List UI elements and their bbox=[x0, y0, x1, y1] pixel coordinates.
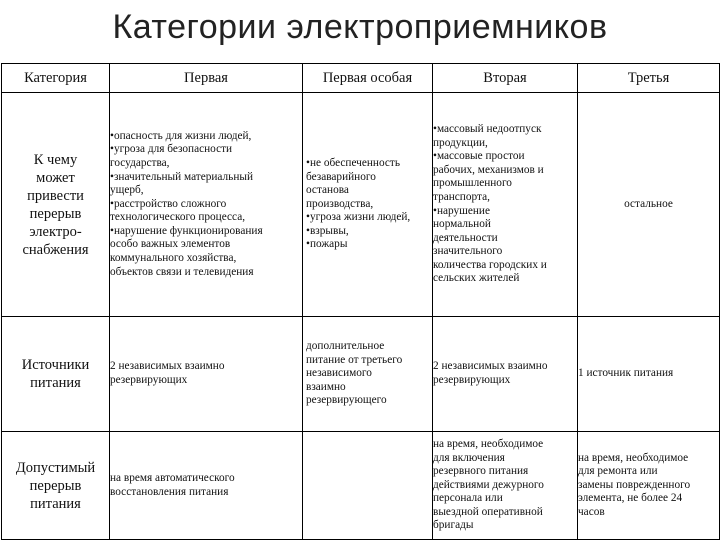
header-third: Третья bbox=[578, 64, 720, 93]
cell-line: выездной оперативной bbox=[433, 505, 543, 518]
cell-line: восстановления питания bbox=[110, 485, 229, 498]
cell-first-interruption bbox=[110, 432, 303, 540]
cell-line: •опасность для жизни людей, bbox=[110, 129, 252, 142]
cell-line: действиями дежурного bbox=[433, 478, 544, 491]
cell-first-consequences bbox=[110, 93, 303, 317]
cell-line: взаимно bbox=[306, 380, 346, 393]
cell-third-interruption bbox=[578, 432, 720, 540]
header-second: Вторая bbox=[433, 64, 578, 93]
cell-line: рабочих, механизмов и bbox=[433, 163, 544, 176]
slide-title: Категории электроприемников bbox=[112, 8, 608, 46]
cell-line: •массовый недоотпуск bbox=[433, 122, 542, 135]
row-label-line: питания bbox=[30, 375, 81, 391]
row-label-consequences bbox=[2, 93, 110, 317]
table-row bbox=[2, 432, 720, 540]
cell-line: безаварийного bbox=[306, 170, 376, 183]
row-label-line: снабжения bbox=[22, 241, 89, 258]
row-label-line: питания bbox=[30, 495, 81, 512]
cell-line: •взрывы, bbox=[306, 224, 349, 237]
cell-line: •нарушение функционирования bbox=[110, 224, 263, 237]
cell-line: объектов связи и телевидения bbox=[110, 265, 254, 278]
cell-third-sources bbox=[578, 317, 720, 432]
table-row bbox=[2, 93, 720, 317]
cell-line: независимого bbox=[306, 367, 372, 380]
cell-first-special-consequences bbox=[303, 93, 433, 317]
cell-first-sources bbox=[110, 317, 303, 432]
categories-table bbox=[1, 63, 720, 540]
cell-line: •нарушение bbox=[433, 204, 490, 217]
row-label-sources bbox=[2, 317, 110, 432]
cell-line: для включения bbox=[433, 451, 505, 464]
row-label-line: Допустимый bbox=[15, 459, 96, 476]
cell-line: •расстройство сложного bbox=[110, 197, 227, 210]
cell-line: особо важных элементов bbox=[110, 238, 231, 251]
cell-line: нормальной bbox=[433, 218, 491, 231]
cell-line: персонала или bbox=[433, 492, 503, 505]
cell-second-consequences bbox=[433, 93, 578, 317]
cell-line: транспорта, bbox=[433, 190, 490, 203]
cell-line: останова bbox=[306, 184, 349, 197]
cell-line: для ремонта или bbox=[578, 465, 658, 478]
cell-line: производства, bbox=[306, 197, 374, 210]
cell-line: резервирующих bbox=[433, 374, 511, 386]
cell-line: •угроза жизни людей, bbox=[306, 211, 411, 224]
cell-line: количества городских и bbox=[433, 258, 547, 271]
cell-line: замены поврежденного bbox=[578, 478, 691, 491]
cell-line: резервного питания bbox=[433, 465, 529, 478]
cell-line: промышленного bbox=[433, 177, 512, 190]
header-first-special: Первая особая bbox=[303, 64, 433, 93]
cell-line: продукции, bbox=[433, 136, 488, 149]
cell-line: ущерб, bbox=[110, 184, 144, 197]
cell-third-consequences bbox=[578, 93, 720, 317]
row-label-line: К чему bbox=[33, 151, 78, 168]
cell-line: 2 независимых взаимно bbox=[110, 360, 225, 373]
header-row bbox=[2, 64, 720, 93]
cell-line: на время, необходимое bbox=[433, 437, 544, 450]
cell-line: часов bbox=[578, 505, 605, 518]
header-category: Категория bbox=[2, 64, 110, 93]
cell-first-special-sources bbox=[303, 317, 433, 432]
row-label-line: перерыв bbox=[29, 205, 82, 222]
cell-line: резервирующего bbox=[306, 394, 387, 407]
cell-line: дополнительное bbox=[306, 340, 385, 353]
table-row bbox=[2, 317, 720, 432]
cell-line: технологического процесса, bbox=[110, 211, 246, 224]
cell-line: на время, необходимое bbox=[578, 451, 689, 464]
cell-line: резервирующих bbox=[110, 374, 188, 386]
cell-first-special-interruption bbox=[303, 432, 433, 540]
cell-line: 1 источник питания bbox=[578, 367, 674, 380]
cell-line: значительного bbox=[433, 245, 503, 258]
cell-line: •не обеспеченность bbox=[306, 156, 400, 169]
row-label-line: перерыв bbox=[29, 477, 82, 494]
cell-line: 2 независимых взаимно bbox=[433, 360, 548, 373]
cell-line: элемента, не более 24 bbox=[578, 492, 683, 505]
header-first: Первая bbox=[110, 64, 303, 93]
row-label-interruption bbox=[2, 432, 110, 540]
row-label-line: привести bbox=[27, 187, 84, 204]
cell-line: •массовые простои bbox=[433, 150, 525, 163]
cell-line: государства, bbox=[110, 156, 170, 169]
row-label-line: может bbox=[36, 169, 75, 186]
cell-line: питание от третьего bbox=[306, 353, 403, 366]
cell-line: •пожары bbox=[306, 238, 348, 251]
row-label-line: Источники bbox=[21, 357, 90, 373]
cell-line: коммунального хозяйства, bbox=[110, 252, 237, 265]
cell-line: деятельности bbox=[433, 231, 498, 244]
cell-line: •угроза для безопасности bbox=[110, 143, 233, 156]
cell-line: сельских жителей bbox=[433, 272, 520, 285]
cell-line: на время автоматического bbox=[110, 471, 235, 484]
cell-line: остальное bbox=[624, 197, 673, 210]
cell-second-sources bbox=[433, 317, 578, 432]
cell-line: бригады bbox=[433, 519, 474, 532]
cell-line: •значительный материальный bbox=[110, 170, 254, 183]
row-label-line: электро- bbox=[29, 223, 82, 240]
cell-second-interruption bbox=[433, 432, 578, 540]
